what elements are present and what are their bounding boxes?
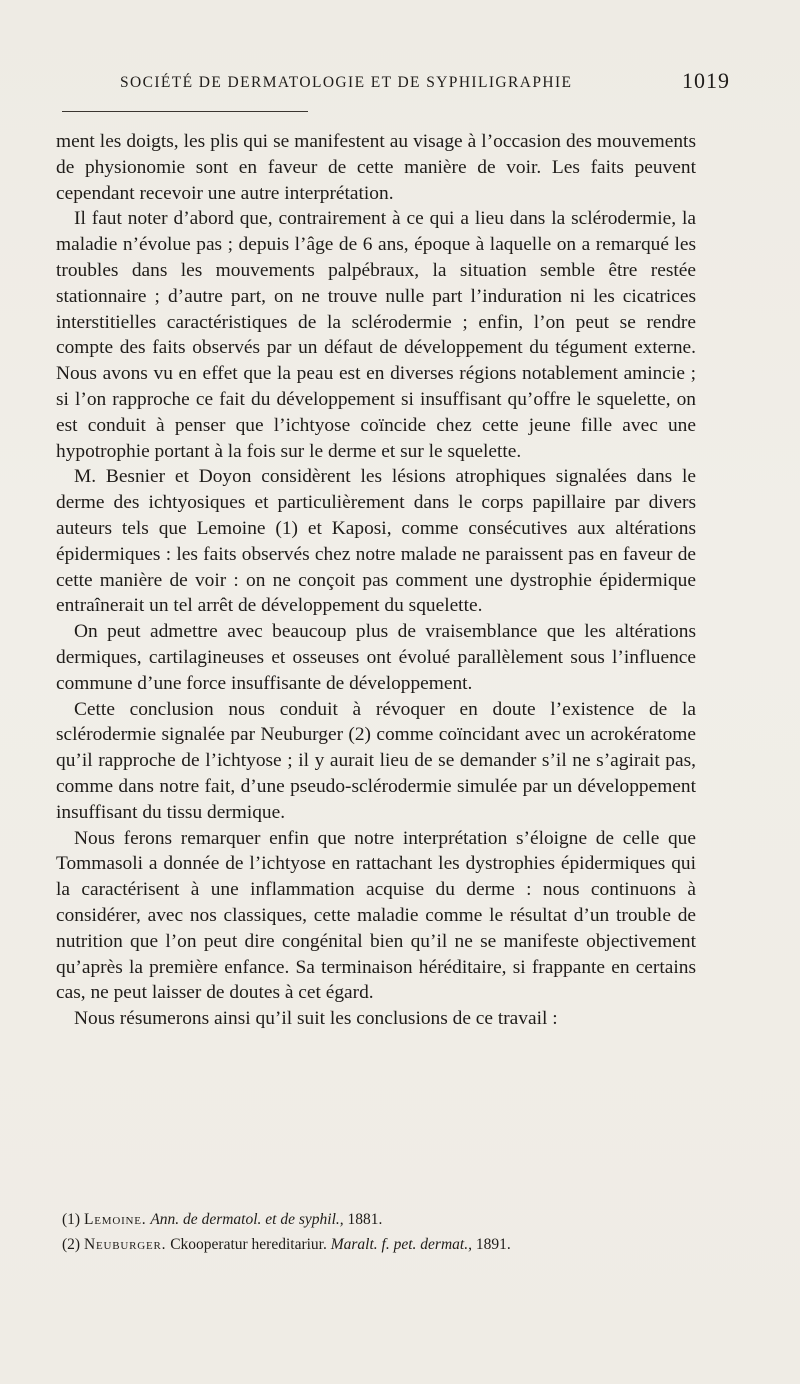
paragraph: Il faut noter d’abord que, contrairement à ce qui a lieu dans la sclérodermie, la maladie n’évolue pas ; depuis l’âge de 6 ans, époque à laquelle on a remarqué les troubles dans les mouvements palpébraux, la situation semble être restée stationnaire ; d’autre part, on ne trouve nulle part l’induration ni les cicatrices interstitielles caractéristiques de la sclérodermie ; enfin, l’on peut se rendre compte des faits observés par un défaut de développement du tégument externe. Nous avons vu en effet que la peau est en diverses régions notablement amincie ; si l’on rapproche ce fait du développement si insuffisant qu’offre le squelette, on est conduit à penser que l’ichtyose coïncide chez cette jeune fille avec une hypotrophie portant à la fois sur le derme et sur le squelette. [56, 208, 696, 462]
footnote-author: Lemoine. [83, 1211, 147, 1228]
paragraph: Nous ferons remarquer enfin que notre interprétation s’éloigne de celle que Tommasoli a donnée de l’ichtyose en rattachant les dystrophies épidermiques qui la caractérisent à une inflammation acquise du derme : nous continuons à considérer, avec nos classiques, cette maladie comme le résultat d’un trouble de nutrition que l’on peut dire congénital bien qu’il ne se manifeste objectivement qu’après la première enfance. Sa terminaison héréditaire, si frappante en certains cas, ne peut laisser de doutes à cet égard. [56, 827, 696, 1004]
footnote [62, 1232, 702, 1257]
paragraph: Nous résumerons ainsi qu’il suit les conclusions de ce travail : [74, 1008, 558, 1030]
footnote-marker: (2) [62, 1236, 81, 1253]
footnote-work: Ann. de dermatol. et de syphil., [150, 1211, 344, 1228]
running-title: SOCIÉTÉ DE DERMATOLOGIE ET DE SYPHILIGRAPHIE [120, 74, 573, 91]
footnote-year: 1881. [347, 1211, 383, 1228]
page-number: 1019 [682, 68, 730, 93]
article-body [56, 129, 696, 1032]
paragraph: Cette conclusion nous conduit à révoquer en doute l’existence de la sclérodermie signalée par Neuburger (2) comme coïncidant avec un acrokératome qu’il rapproche de l’ichtyose ; il y aurait lieu de se demander s’il ne s’agirait pas, comme dans notre fait, d’une pseudo-sclérodermie simulée par un développement insuffisant du tissu dermique. [56, 698, 696, 823]
footnote-title: Ckooperatur hereditariur. [170, 1236, 327, 1253]
paragraph: M. Besnier et Doyon considèrent les lésions atrophiques signalées dans le derme des ichtyosiques et particulièrement dans le corps papillaire par divers auteurs tels que Lemoine (1) et Kaposi, comme consécutives aux altérations épidermiques : les faits observés chez notre malade ne paraissent pas en faveur de cette manière de voir : on ne conçoit pas comment une dystrophie épidermique entraînerait un tel arrêt de développement du squelette. [56, 466, 696, 617]
footnote [62, 1207, 702, 1232]
paragraph: ment les doigts, les plis qui se manifestent au visage à l’occasion des mouvements de physionomie sont en faveur de cette manière de voir. Les faits peuvent cependant recevoir une autre interprétation. [56, 131, 696, 204]
running-head [60, 68, 730, 98]
footnote-year: 1891. [475, 1236, 511, 1253]
header-rule [62, 111, 308, 112]
footnote-author: Neuburger. [83, 1236, 167, 1253]
footnote-work: Maralt. f. pet. dermat., [330, 1236, 472, 1253]
footnotes [62, 1207, 702, 1257]
paragraph: On peut admettre avec beaucoup plus de vraisemblance que les altérations dermiques, cartilagineuses et osseuses ont évolué parallèlement sous l’influence commune d’une force insuffisante de développement. [56, 621, 696, 694]
footnote-marker: (1) [62, 1211, 81, 1228]
